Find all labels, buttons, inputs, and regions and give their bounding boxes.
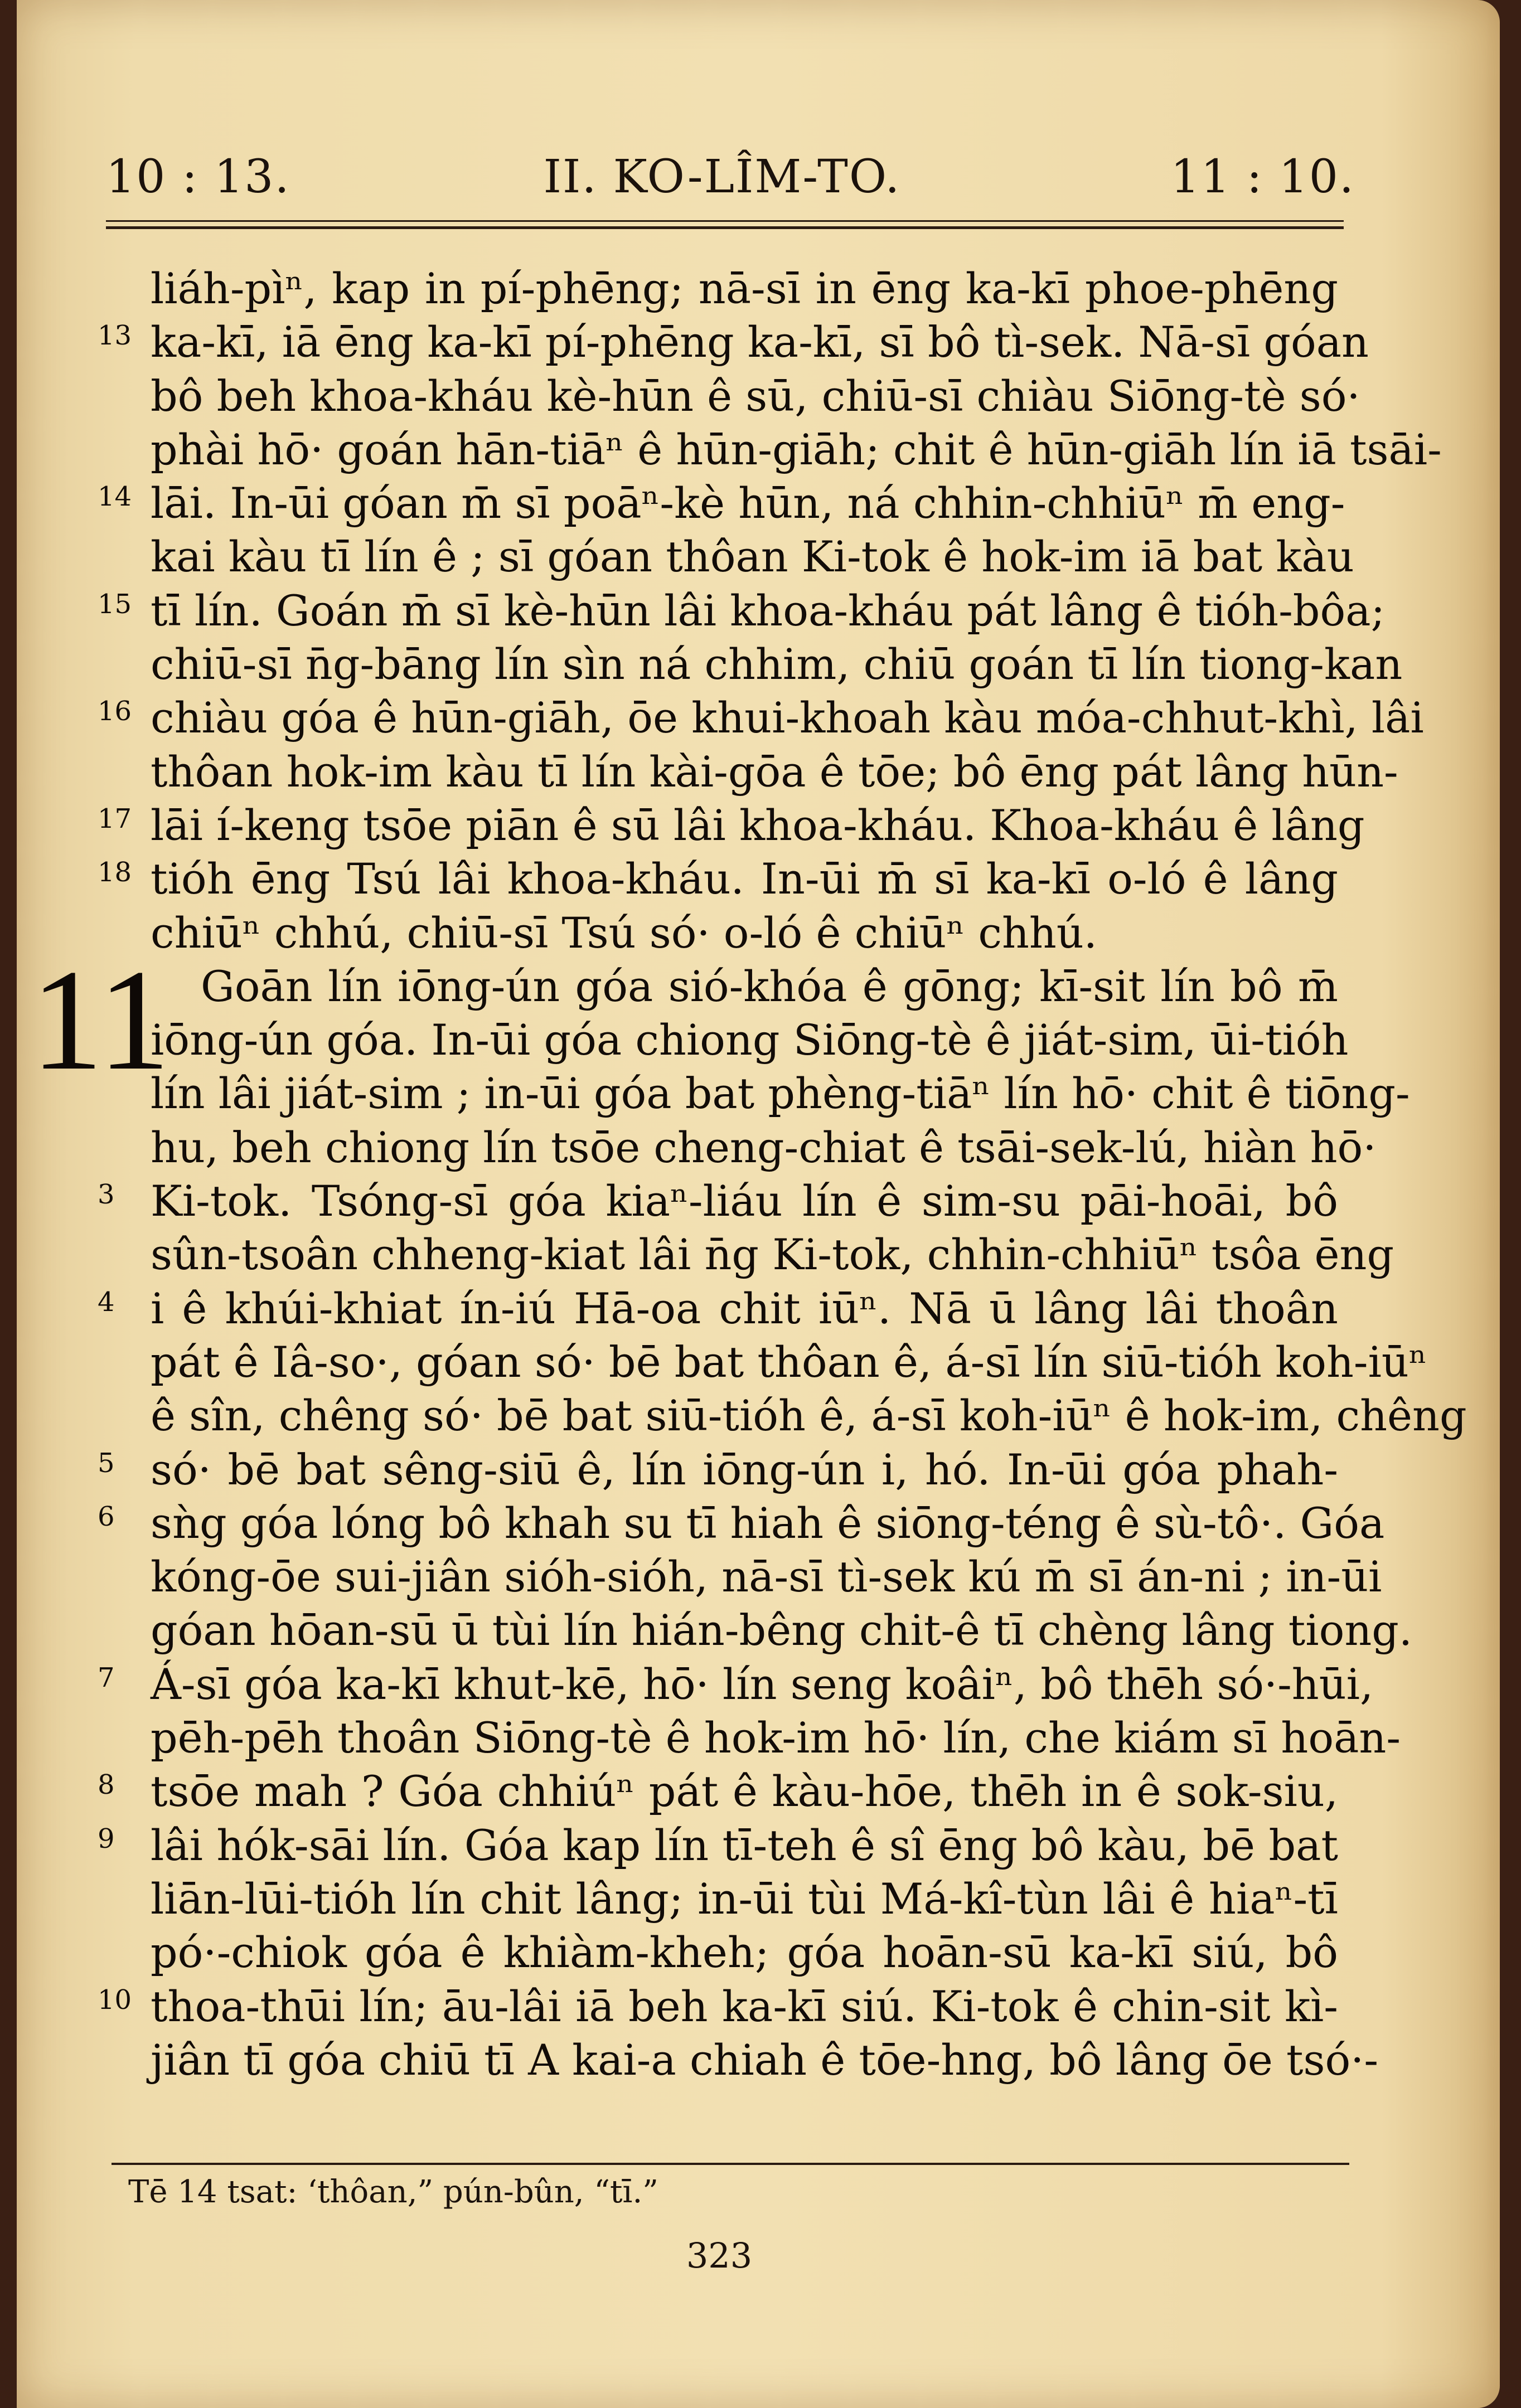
text-line <box>98 1443 1338 1497</box>
text-line <box>98 1497 1385 1550</box>
header-rule <box>106 220 1344 229</box>
verse-number: 10 <box>98 1984 132 2016</box>
line-text: phài hō· goán hān-tiāⁿ ê hūn-giāh; chit ê hūn-giāh lín iā tsāi- <box>151 424 1442 474</box>
verse-number: 5 <box>98 1447 115 1479</box>
line-text: thôan hok-im kàu tī lín kài-gōa ê tōe; bô ēng pát lâng hūn- <box>151 746 1398 797</box>
text-line <box>98 1765 1338 1818</box>
text-line <box>151 1926 1338 1979</box>
text-line <box>151 370 1360 423</box>
line-text: ê sîn, chêng só· bē bat siū-tióh ê, á-sī koh-iūⁿ ê hok-im, chêng <box>151 1391 1467 1441</box>
text-line <box>151 423 1442 477</box>
header-left-reference: 10 : 13. <box>106 151 290 203</box>
text-line <box>151 2033 1379 2087</box>
verse-number: 7 <box>98 1662 115 1693</box>
line-text: Goān lín iōng-ún góa sió-khóa ê gōng; kī-sit lín bô m̄ <box>201 961 1338 1011</box>
line-text: tsōe mah ? Góa chhiúⁿ pát ê kàu-hōe, thēh in ê sok-siu, <box>151 1766 1338 1817</box>
text-line <box>98 1658 1374 1711</box>
verse-number: 15 <box>98 588 132 620</box>
line-text: Á-sī góa ka-kī khut-kē, hō· lín seng koâiⁿ, bô thēh só·-hūi, <box>151 1659 1374 1709</box>
chapter-number: 11 <box>31 939 171 1100</box>
text-line <box>98 799 1365 852</box>
text-line <box>151 1550 1382 1604</box>
text-line <box>151 1121 1377 1174</box>
page-number: 323 <box>686 2235 753 2276</box>
verse-number: 16 <box>98 696 132 727</box>
text-line <box>98 1819 1338 1872</box>
line-text: lāi í-keng tsōe piān ê sū lâi khoa-kháu. Khoa-kháu ê lâng <box>151 800 1365 850</box>
header-book-title: II. KO-LÎM-TO. <box>543 151 901 203</box>
verse-number: 18 <box>98 857 132 889</box>
verse-number: 8 <box>98 1769 115 1801</box>
verse-number: 4 <box>98 1286 115 1318</box>
line-text: pát ê Iâ-so·, góan só· bē bat thôan ê, á-sī lín siū-tióh koh-iūⁿ <box>151 1337 1427 1387</box>
line-text: pēh-pēh thoân Siōng-tè ê hok-im hō· lín, che kiám sī hoān- <box>151 1713 1401 1763</box>
text-line <box>98 1174 1338 1228</box>
text-line <box>151 1711 1401 1765</box>
line-text: hu, beh chiong lín tsōe cheng-chiat ê tsāi-sek-lú, hiàn hō· <box>151 1122 1377 1172</box>
scripture-text <box>31 262 1467 2087</box>
line-text: lín lâi jiát-sim ; in-ūi góa bat phèng-tiāⁿ lín hō· chit ê tiōng- <box>151 1069 1410 1119</box>
line-text: lāi. In-ūi góan m̄ sī poāⁿ-kè hūn, ná chhin-chhiūⁿ m̄ eng- <box>151 478 1345 528</box>
line-text: sûn-tsoân chheng-kiat lâi n̄g Ki-tok, chhin-chhiūⁿ tsôa ēng <box>151 1230 1394 1280</box>
book-page <box>17 0 1500 2408</box>
line-text: bô beh khoa-kháu kè-hūn ê sū, chiū-sī chiàu Siōng-tè só· <box>151 371 1360 421</box>
text-line <box>151 1228 1394 1281</box>
line-text: jiân tī góa chiū tī A kai-a chiah ê tōe-hng, bô lâng ōe tsó·- <box>151 2035 1379 2085</box>
text-line <box>151 638 1403 691</box>
verse-number: 13 <box>98 320 132 352</box>
line-text: chiū-sī n̄g-bāng lín sìn ná chhim, chiū goán tī lín tiong-kan <box>151 639 1403 690</box>
line-text: só· bē bat sêng-siū ê, lín iōng-ún i, hó. In-ūi góa phah- <box>151 1444 1338 1494</box>
text-line <box>151 262 1338 315</box>
line-text: góan hōan-sū ū tùi lín hián-bêng chit-ê tī chèng lâng tiong. <box>151 1605 1413 1656</box>
text-line <box>151 1013 1349 1067</box>
text-line <box>151 1872 1338 1926</box>
verse-number: 9 <box>98 1823 115 1854</box>
line-text: chiàu góa ê hūn-giāh, ōe khui-khoah kàu móa-chhut-khì, lâi <box>151 693 1424 743</box>
text-line <box>98 1980 1338 2033</box>
text-line <box>98 315 1369 369</box>
text-line <box>151 1336 1427 1389</box>
line-text: chiūⁿ chhú, chiū-sī Tsú só· o-ló ê chiūⁿ chhú. <box>151 907 1097 958</box>
line-text: tī lín. Goán m̄ sī kè-hūn lâi khoa-kháu pát lâng ê tióh-bôa; <box>151 585 1386 635</box>
text-line <box>151 745 1398 799</box>
running-header <box>89 151 1355 212</box>
text-line <box>98 477 1345 530</box>
line-text: Ki-tok. Tsóng-sī góa kiaⁿ-liáu lín ê sim-su pāi-hoāi, bô <box>151 1176 1338 1226</box>
text-line <box>98 691 1424 745</box>
verse-number: 17 <box>98 803 132 834</box>
line-text: liáh-pìⁿ, kap in pí-phēng; nā-sī in ēng ka-kī phoe-phēng <box>151 264 1338 313</box>
line-text: i ê khúi-khiat ín-iú Hā-oa chit iūⁿ. Nā ū lâng lâi thoân <box>151 1283 1338 1333</box>
line-text: liān-lūi-tióh lín chit lâng; in-ūi tùi Má-kî-tùn lâi ê hiaⁿ-tī <box>151 1873 1338 1924</box>
line-text: iōng-ún góa. In-ūi góa chiong Siōng-tè ê jiát-sim, ūi-tióh <box>151 1015 1349 1065</box>
line-text: pó·-chiok góa ê khiàm-kheh; góa hoān-sū ka-kī siú, bô <box>151 1928 1338 1978</box>
text-line <box>98 852 1338 906</box>
footnote: Tē 14 tsat: ‘thôan,” pún-bûn, “tī.” <box>128 2174 658 2210</box>
text-line <box>98 1282 1338 1336</box>
text-line <box>151 1067 1410 1120</box>
line-text: kai kàu tī lín ê ; sī góan thôan Ki-tok ê hok-im iā bat kàu <box>151 532 1354 582</box>
line-text: kóng-ōe sui-jiân sióh-sióh, nā-sī tì-sek kú m̄ sī án-ni ; in-ūi <box>151 1552 1382 1602</box>
line-text: tióh ēng Tsú lâi khoa-kháu. In-ūi m̄ sī ka-kī o-ló ê lâng <box>151 854 1338 904</box>
text-line <box>98 584 1386 638</box>
text-line <box>151 906 1338 960</box>
verse-number: 14 <box>98 481 132 513</box>
verse-number: 3 <box>98 1179 115 1211</box>
header-right-reference: 11 : 10. <box>1170 151 1355 203</box>
text-line <box>151 1604 1413 1657</box>
text-line <box>151 530 1354 584</box>
line-text: lâi hók-sāi lín. Góa kap lín tī-teh ê sî ēng bô kàu, bē bat <box>151 1820 1338 1870</box>
text-line <box>151 1389 1467 1443</box>
line-text: thoa-thūi lín; āu-lâi iā beh ka-kī siú. Ki-tok ê chin-sit kì- <box>151 1981 1338 2031</box>
line-text: sǹg góa lóng bô khah su tī hiah ê siōng-téng ê sù-tô·. Góa <box>151 1498 1385 1548</box>
verse-number: 6 <box>98 1501 115 1532</box>
line-text: ka-kī, iā ēng ka-kī pí-phēng ka-kī, sī bô tì-sek. Nā-sī góan <box>151 317 1369 367</box>
footnote-rule <box>112 2163 1349 2167</box>
